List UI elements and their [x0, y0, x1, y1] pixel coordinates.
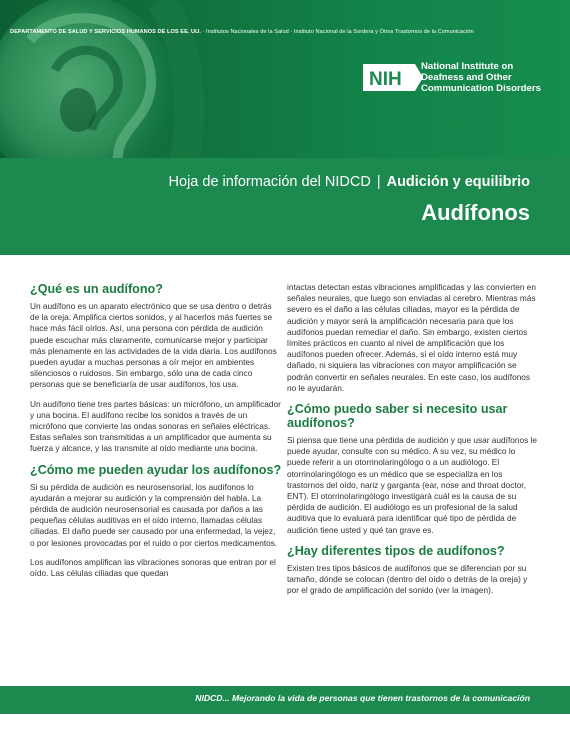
paragraph: Existen tres tipos básicos de audífonos que se diferencian por su tamaño, dónde se colocan (dentro del oído o detrás de la oreja) y por el grado de amplificación del sonido (ver la imagen).	[287, 562, 528, 596]
nih-logo-icon	[363, 64, 423, 91]
institute-name-line: Communication Disorders	[421, 83, 541, 94]
institute-name-line: Deafness and Other	[421, 72, 512, 83]
institute-name-line: National Institute on	[421, 61, 514, 72]
paragraph: Un audífono tiene tres partes básicas: un micrófono, un amplificador y una bocina. El audífono recibe los sonidos a través de un micrófono que convierte las ondas sonoras en señales eléctricas. Estas señales son transmitidas a un amplificador que aumenta su fuerza y alcance, y las transmite al oído mediante una bocina.	[30, 398, 281, 454]
footer-tagline: NIDCD... Mejorando la vida de personas que tienen trastornos de la comunicación	[195, 693, 530, 703]
paragraph: Un audífono es un aparato electrónico que se usa dentro o detrás de la oreja. Amplifica ciertos sonidos, y al hacerlos más fuertes se hace más fácil oírlos. Así, una persona con pérdida de audición puede escuchar más claramente, comunicarse mejor y participar más plenamente en las actividades de la vida diaria. Los audífonos pueden ayudar a muchas personas a oír mejor en ambientes silenciosos o ruidosos. Sin embargo, sólo una de cada cinco personas que se beneficiaría de usar audífonos, los usa.	[30, 301, 277, 390]
paragraph: Si piensa que tiene una pérdida de audición y que usar audífonos le puede ayudar, consulte con su médico. A su vez, su médico lo puede referir a un otorrinolaringólogo o a un audiólogo. El otorrinolaringólogo es un médico que se especializa en los trastornos del oído, nariz y garganta (ear, nose and throat doctor, ENT). El otorrinolaringólogo investigará cuál es la causa de su pérdida de audición. El audiólogo es un profesional de la salud auditiva que lo evaluará para identificar qué tipo de pérdida de audición tiene usted y qué tan grave es.	[287, 435, 538, 535]
left-column	[30, 282, 282, 587]
series-name: Hoja de información del NIDCD	[168, 174, 371, 190]
series-topic: Audición y equilibrio	[386, 174, 530, 190]
institute-name	[421, 61, 561, 94]
section-heading: ¿Hay diferentes tipos de audífonos?	[287, 543, 505, 558]
section-heading: ¿Cómo puedo saber si necesito usar audífonos?	[287, 402, 508, 431]
institutes-text: · Institutos Nacionales de la Salud · Instituto Nacional de la Sordera y Otros Trastornos de la Comunicación	[200, 29, 474, 35]
section-heading: ¿Qué es un audífono?	[30, 282, 163, 296]
page-title: Audífonos	[421, 200, 530, 225]
paragraph: Si su pérdida de audición es neurosensorial, los audífonos lo ayudarán a mejorar su audición y la comprensión del habla. La pérdida de audición neurosensorial es causada por daños a las pequeñas células auditivas en el oído interno, llamadas células ciliadas. El daño puede ser causado por una enfermedad, la vejez, o por lesiones provocadas por el ruido o por ciertos medicamentos.	[30, 481, 278, 548]
series-separator: |	[376, 174, 381, 190]
department-name: DEPARTAMENTO DE SALUD Y SERVICIOS HUMANOS DE LOS EE. UU.	[10, 29, 201, 35]
section-heading: ¿Cómo me pueden ayudar los audífonos?	[30, 462, 282, 477]
nih-logo-text: NIH	[369, 69, 402, 90]
paragraph: intactas detectan estas vibraciones amplificadas y las convierten en señales neurales, que luego son enviadas al cerebro. Mientras más severo es el daño a las células ciliadas, mayor es la pérdida de audición y mayor será la amplificación necesaria para que los audífonos puedan remediar el daño. Sin embargo, existen ciertos límites prácticos en cuanto al nivel de amplificación que los audífonos pueden ofrecer. Además, si el oído interno está muy dañado, ni siquiera las vibraciones con mayor amplificación se podrán convertir en señales neurales. En este caso, los audífonos no le ayudarán.	[287, 282, 537, 393]
department-line	[10, 29, 565, 35]
series-line	[0, 174, 530, 190]
paragraph: Los audífonos amplifican las vibraciones sonoras que entran por el oído. Las células ciliadas que quedan	[30, 556, 276, 579]
right-column	[287, 282, 539, 604]
